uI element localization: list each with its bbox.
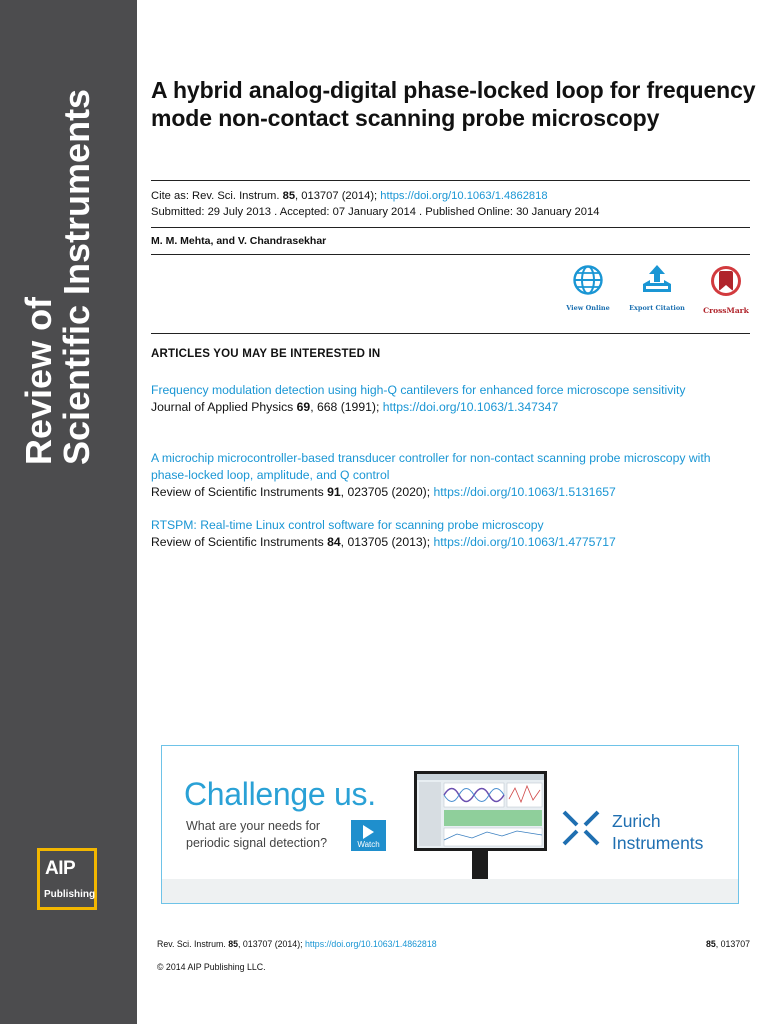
related-articles-heading: ARTICLES YOU MAY BE INTERESTED IN: [151, 348, 381, 360]
ad-subtext-line1: What are your needs for: [186, 819, 321, 833]
footer-page-volume: 85: [705, 939, 716, 949]
crossmark-button[interactable]: [696, 264, 756, 315]
related-article-details: , 668 (1991);: [310, 400, 383, 414]
ad-bottom-strip: [162, 879, 738, 903]
journal-name-line1: Review of: [18, 296, 59, 465]
zurich-instruments-brand: [612, 810, 703, 854]
ad-subtext: [186, 818, 327, 852]
divider: [151, 333, 750, 334]
related-article-volume: 69: [296, 400, 311, 414]
related-article-doi-link[interactable]: https://doi.org/10.1063/1.347347: [382, 400, 559, 414]
crossmark-label: CrossMark: [703, 306, 749, 315]
play-icon: [363, 825, 374, 839]
cite-rest: , 013707 (2014);: [295, 190, 381, 202]
view-online-label: View Online: [566, 304, 610, 312]
related-article-doi-link[interactable]: https://doi.org/10.1063/1.4775717: [433, 535, 616, 549]
divider: [151, 254, 750, 255]
related-article-journal: Review of Scientific Instruments: [151, 485, 328, 499]
watch-video-button[interactable]: [351, 820, 386, 851]
ad-headline: Challenge us.: [184, 776, 376, 812]
brand-line2: Instruments: [612, 833, 704, 853]
journal-sidebar: [0, 0, 137, 1024]
related-article-journal: Journal of Applied Physics: [151, 400, 297, 414]
related-article-journal: Review of Scientific Instruments: [151, 535, 328, 549]
software-screenshot: [417, 774, 544, 848]
monitor-stand: [472, 851, 488, 879]
related-article-volume: 91: [327, 485, 341, 499]
related-article-title[interactable]: Frequency modulation detection using high-Q cantilevers for enhanced force microscope sensitivity: [151, 383, 686, 397]
watch-label: Watch: [357, 840, 380, 849]
related-article-details: , 013705 (2013);: [340, 535, 434, 549]
export-icon: [640, 264, 674, 296]
cite-volume: 85: [282, 190, 296, 202]
export-citation-button[interactable]: [627, 264, 687, 312]
article-title: A hybrid analog-digital phase-locked loop for frequency mode non-contact scanning probe microscopy: [151, 77, 756, 131]
footer-doi-link[interactable]: https://doi.org/10.1063/1.4862818: [305, 939, 437, 949]
advertisement-banner[interactable]: [161, 745, 739, 904]
related-article: [151, 382, 741, 416]
globe-icon: [572, 264, 604, 296]
journal-name-line2: Scientific Instruments: [56, 88, 97, 465]
export-citation-label: Export Citation: [629, 304, 685, 312]
related-article-title[interactable]: RTSPM: Real-time Linux control software for scanning probe microscopy: [151, 518, 544, 532]
zurich-instruments-logo-icon: [560, 808, 602, 848]
related-article-doi-link[interactable]: https://doi.org/10.1063/1.5131657: [433, 485, 616, 499]
related-article-volume: 84: [327, 535, 341, 549]
related-article-details: , 023705 (2020);: [340, 485, 434, 499]
crossmark-icon: [709, 264, 743, 298]
footer-page-number: , 013707: [715, 939, 750, 949]
view-online-button[interactable]: [558, 264, 618, 312]
related-article-title[interactable]: A microchip microcontroller-based transducer controller for non-contact scanning probe microscopy with phase-locked loop, amplitude, and Q control: [151, 451, 711, 482]
ad-subtext-line2: periodic signal detection?: [186, 836, 328, 850]
journal-name: [20, 45, 116, 465]
aip-logo-subtext: Publishing: [44, 889, 96, 900]
cite-prefix: Cite as: Rev. Sci. Instrum.: [151, 190, 283, 202]
footer-page-id: [706, 939, 750, 949]
related-article: [151, 450, 741, 501]
divider: [151, 180, 750, 181]
aip-publishing-logo[interactable]: [37, 848, 97, 910]
software-screen-graphic: [417, 774, 544, 848]
footer-copyright: © 2014 AIP Publishing LLC.: [157, 962, 266, 972]
related-article: [151, 517, 741, 551]
footer-citation: [157, 939, 437, 949]
divider: [151, 227, 750, 228]
article-doi-link[interactable]: https://doi.org/10.1063/1.4862818: [380, 190, 548, 202]
aip-logo-text: AIP: [45, 858, 76, 879]
monitor-image: [414, 771, 547, 851]
footer-cite-prefix: Rev. Sci. Instrum.: [157, 939, 229, 949]
citation-line: [151, 188, 548, 204]
publication-dates: Submitted: 29 July 2013 . Accepted: 07 January 2014 . Published Online: 30 January 2014: [151, 206, 600, 218]
footer-volume: 85: [228, 939, 239, 949]
brand-line1: Zurich: [612, 811, 661, 831]
footer-cite-rest: , 013707 (2014);: [238, 939, 306, 949]
article-authors: M. M. Mehta, and V. Chandrasekhar: [151, 235, 327, 247]
